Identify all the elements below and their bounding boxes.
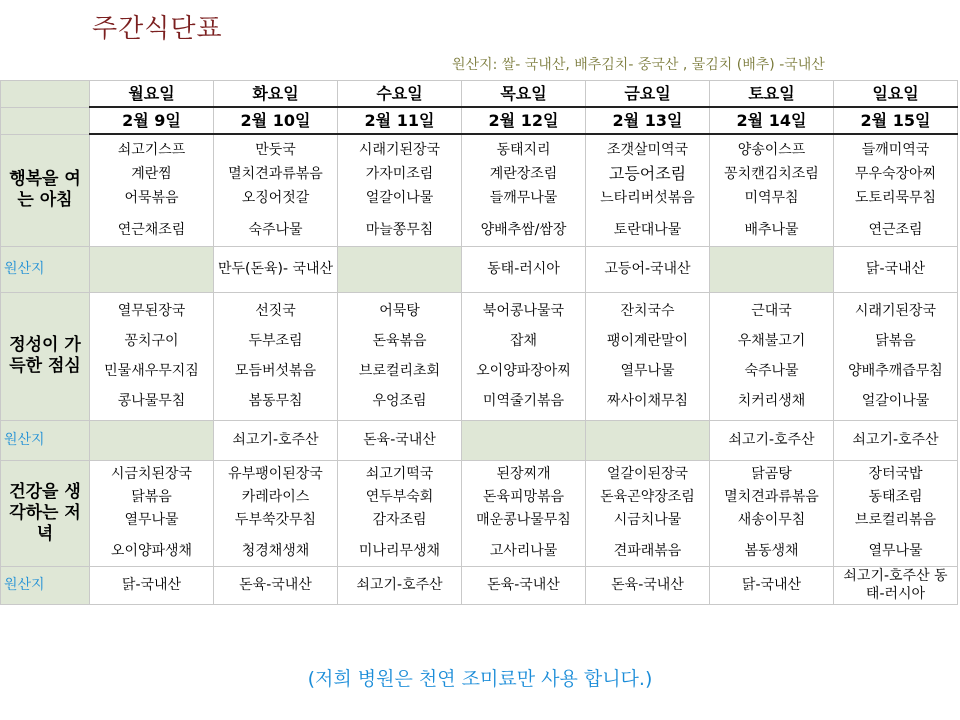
menu-item: 무우숙장아찌 [854,166,937,183]
day-header: 화요일 [214,81,338,108]
page-title: 주간식단표 [92,14,223,44]
menu-item: 견파래볶음 [613,543,682,559]
corner-cell [1,81,90,108]
menu-item: 연근조림 [868,222,923,239]
origin-cell [710,246,834,292]
menu-item: 감자조림 [372,512,427,528]
menu-item: 봄동생채 [744,543,799,559]
origin-label: 원산지 [1,566,90,604]
date-cell: 2월 14일 [710,107,834,134]
menu-item: 꽁치캔김치조림 [724,166,819,183]
menu-item: 얼갈이된장국 [606,466,689,482]
menu-cell [90,134,214,246]
menu-item: 새송이무침 [737,512,806,528]
menu-item: 연근채조림 [117,222,186,239]
menu-item: 가자미조림 [365,166,434,183]
origin-cell: 쇠고기-호주산 동태-러시아 [834,566,958,604]
menu-item: 양배추깨즙무침 [848,363,943,379]
date-cell: 2월 13일 [586,107,710,134]
menu-item: 동태조림 [868,489,923,505]
day-header: 수요일 [338,81,462,108]
menu-item: 오이양파생채 [110,543,193,559]
menu-item: 봄동무침 [248,393,303,409]
menu-item: 잔치국수 [620,303,675,319]
breakfast-origin-row [1,246,958,292]
lunch-row [1,292,958,420]
menu-item: 멸치견과류볶음 [724,489,819,505]
menu-item: 콩나물무침 [117,393,186,409]
menu-item: 어묵탕 [379,303,420,319]
menu-item: 열무된장국 [117,303,186,319]
origin-cell: 쇠고기-호주산 [834,420,958,460]
menu-cell [586,460,710,566]
menu-item: 느타리버섯볶음 [600,190,695,207]
menu-item: 시금치된장국 [110,466,193,482]
origin-cell: 고등어-국내산 [586,246,710,292]
origin-cell: 돈육-국내산 [214,566,338,604]
menu-item: 브로컬리볶음 [854,512,937,528]
origin-label: 원산지 [1,246,90,292]
menu-item: 토란대나물 [613,222,682,239]
origin-cell: 쇠고기-호주산 [710,420,834,460]
menu-cell [338,134,462,246]
menu-item: 장터국밥 [868,466,923,482]
menu-item: 닭볶음 [875,333,916,349]
menu-item: 모듬버섯볶음 [234,363,317,379]
origin-cell: 돈육-국내산 [338,420,462,460]
dinner-row [1,460,958,566]
weekly-menu-table [0,80,958,605]
date-cell: 2월 10일 [214,107,338,134]
origin-cell: 쇠고기-호주산 [338,566,462,604]
date-cell: 2월 12일 [462,107,586,134]
origin-cell: 쇠고기-호주산 [214,420,338,460]
menu-item: 숙주나물 [248,222,303,239]
menu-item: 돈육곤약장조림 [600,489,695,505]
date-row [1,107,958,134]
menu-item: 들깨무나물 [489,190,558,207]
menu-item: 고등어조림 [608,164,687,184]
menu-item: 미역무침 [744,190,799,207]
menu-item: 도토리묵무침 [854,190,937,207]
menu-cell [214,292,338,420]
menu-item: 쇠고기스프 [117,142,186,159]
menu-item: 어묵볶음 [124,190,179,207]
menu-item: 계란장조림 [489,166,558,183]
menu-item: 미나리무생채 [358,543,441,559]
breakfast-row [1,134,958,246]
menu-item: 시래기된장국 [854,303,937,319]
menu-item: 마늘쫑무침 [365,222,434,239]
day-header: 목요일 [462,81,586,108]
menu-cell [586,292,710,420]
footer-note: (저희 병원은 천연 조미료만 사용 합니다.) [307,668,653,690]
menu-item: 치커리생채 [737,393,806,409]
menu-item: 닭볶음 [131,489,172,505]
origin-cell: 돈육-국내산 [586,566,710,604]
menu-item: 양배추쌈/쌈장 [480,222,567,239]
day-header-row [1,81,958,108]
dinner-label: 건강을 생각하는 저녁 [1,460,90,566]
origin-cell [462,420,586,460]
origin-cell [586,420,710,460]
menu-item: 된장찌개 [496,466,551,482]
menu-cell [90,460,214,566]
menu-cell [338,460,462,566]
menu-cell [710,292,834,420]
menu-cell [834,460,958,566]
menu-cell [462,292,586,420]
day-header: 일요일 [834,81,958,108]
origin-cell: 닭-국내산 [90,566,214,604]
date-cell: 2월 15일 [834,107,958,134]
origin-cell [90,246,214,292]
day-header: 월요일 [90,81,214,108]
corner-cell [1,107,90,134]
origin-cell: 만두(돈육)- 국내산 [214,246,338,292]
menu-item: 고사리나물 [489,543,558,559]
menu-cell [90,292,214,420]
menu-item: 돈육볶음 [372,333,427,349]
menu-item: 시래기된장국 [358,142,441,159]
menu-item: 근대국 [751,303,792,319]
menu-item: 멸치견과류볶음 [228,166,323,183]
menu-item: 두부조림 [248,333,303,349]
menu-item: 우채불고기 [737,333,806,349]
menu-item: 잡채 [509,333,538,349]
menu-item: 유부팽이된장국 [228,466,323,482]
menu-item: 계란찜 [131,166,172,183]
menu-item: 조갯살미역국 [606,142,689,159]
menu-item: 꽁치구이 [124,333,179,349]
breakfast-label: 행복을 여는 아침 [1,134,90,246]
menu-item: 우엉조림 [372,393,427,409]
lunch-label: 정성이 가득한 점심 [1,292,90,420]
menu-cell [834,292,958,420]
menu-item: 팽이계란말이 [606,333,689,349]
menu-item: 민물새우무지짐 [104,363,199,379]
menu-item: 연두부숙회 [365,489,434,505]
menu-cell [834,134,958,246]
origin-cell: 닭-국내산 [710,566,834,604]
date-cell: 2월 9일 [90,107,214,134]
menu-item: 얼갈이나물 [365,190,434,207]
menu-item: 들깨미역국 [861,142,930,159]
menu-cell [710,460,834,566]
menu-item: 오이양파장아찌 [476,363,571,379]
menu-item: 북어콩나물국 [482,303,565,319]
day-header: 토요일 [710,81,834,108]
menu-item: 두부쑥갓무침 [234,512,317,528]
menu-item: 열무나물 [868,543,923,559]
menu-item: 시금치나물 [613,512,682,528]
menu-item: 열무나물 [620,363,675,379]
menu-item: 짜사이채무침 [606,393,689,409]
origin-label: 원산지 [1,420,90,460]
menu-item: 미역줄기볶음 [482,393,565,409]
menu-cell [214,460,338,566]
menu-item: 선짓국 [255,303,296,319]
menu-item: 얼갈이나물 [861,393,930,409]
origin-cell [338,246,462,292]
origin-cell: 닭-국내산 [834,246,958,292]
menu-cell [710,134,834,246]
menu-item: 돈육피망볶음 [482,489,565,505]
menu-cell [462,460,586,566]
menu-item: 숙주나물 [744,363,799,379]
dinner-origin-row [1,566,958,604]
menu-item: 매운콩나물무침 [476,512,571,528]
origin-cell [90,420,214,460]
menu-cell [586,134,710,246]
lunch-origin-row [1,420,958,460]
menu-item: 쇠고기떡국 [365,466,434,482]
date-cell: 2월 11일 [338,107,462,134]
menu-cell [338,292,462,420]
menu-cell [462,134,586,246]
menu-item: 브로컬리초회 [358,363,441,379]
menu-item: 카레라이스 [241,489,310,505]
origin-cell: 돈육-국내산 [462,566,586,604]
origin-note: 원산지: 쌀- 국내산, 배추김치- 중국산 , 물김치 (배추) -국내산 [452,57,825,73]
day-header: 금요일 [586,81,710,108]
menu-item: 청경채생채 [241,543,310,559]
menu-item: 양송이스프 [737,142,806,159]
menu-item: 배추나물 [744,222,799,239]
menu-item: 만둣국 [255,142,296,159]
menu-item: 오징어젓갈 [241,190,310,207]
menu-item: 닭곰탕 [751,466,792,482]
menu-item: 열무나물 [124,512,179,528]
origin-cell: 동태-러시아 [462,246,586,292]
menu-item: 동태지리 [496,142,551,159]
menu-cell [214,134,338,246]
